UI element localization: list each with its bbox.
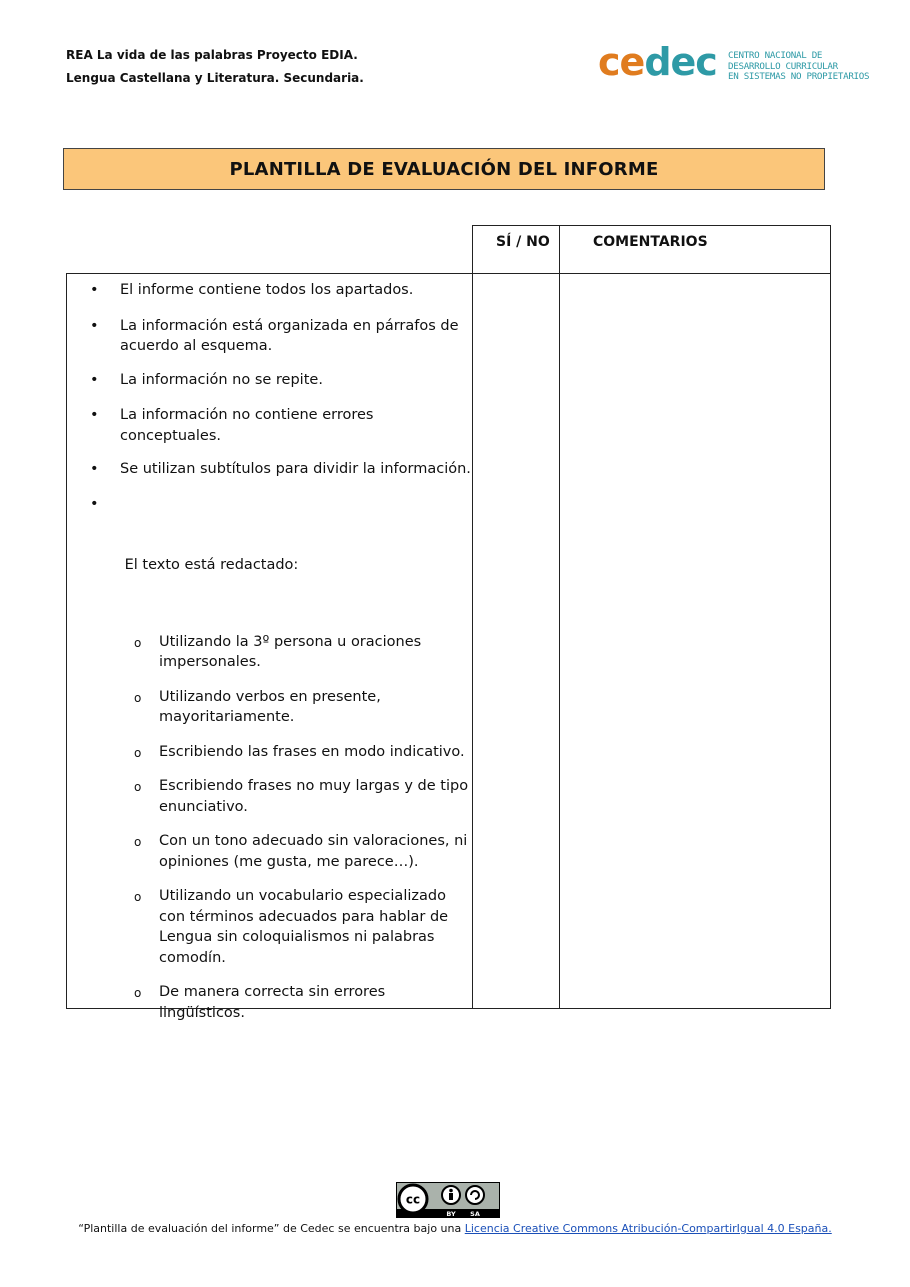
criteria-item: • El informe contiene todos los apartados. xyxy=(66,280,471,301)
criteria-list xyxy=(66,280,471,1023)
criteria-subitem: o Utilizando verbos en presente, mayoritariamente. xyxy=(134,688,381,725)
sub-bullet-icon: o xyxy=(134,635,142,650)
evaluation-table xyxy=(66,225,831,1021)
license-link[interactable]: Licencia Creative Commons Atribución-CompartirIgual 4.0 España. xyxy=(464,1222,832,1235)
sub-bullet-icon: o xyxy=(134,986,142,1000)
header-subject-line: Lengua Castellana y Literatura. Secundaria. xyxy=(66,71,364,85)
criteria-subitem: o Utilizando un vocabulario especializado con términos adecuados para hablar de Lengua sin coloquialismos ni palabras comodín. xyxy=(134,888,449,966)
table-right-border xyxy=(830,225,831,1009)
column-header-comentarios: COMENTARIOS xyxy=(593,234,708,250)
cc-by-label: BY xyxy=(446,1210,456,1218)
table-col-divider-2 xyxy=(559,225,560,1009)
criteria-item: • La información no contiene errores conceptuales. xyxy=(90,407,374,444)
cc-by-sa-icon xyxy=(396,1182,500,1218)
cedec-logo-word: cedec xyxy=(598,40,717,84)
criteria-item: • El texto está redactado: xyxy=(90,495,299,573)
criteria-item: • La información no se repite. xyxy=(66,370,471,391)
criteria-subitem: o Escribiendo las frases en modo indicativo. xyxy=(66,742,471,763)
bullet-icon: • xyxy=(90,371,99,388)
sub-bullet-icon: o xyxy=(134,890,142,904)
cedec-logo-subtitle: CENTRO NACIONAL DE DESARROLLO CURRICULAR EN SISTEMAS NO PROPIETARIOS xyxy=(728,50,870,82)
criteria-subitem: o Utilizando la 3º persona u oraciones impersonales. xyxy=(134,633,422,670)
bullet-icon: • xyxy=(90,495,99,512)
table-header-top-border xyxy=(472,225,831,226)
sub-bullet-icon: o xyxy=(134,780,142,794)
cc-sa-label: SA xyxy=(470,1210,480,1218)
criteria-subitem: o Escribiendo frases no muy largas y de tipo enunciativo. xyxy=(134,778,469,815)
criteria-item: • La información está organizada en párrafos de acuerdo al esquema. xyxy=(90,317,459,354)
criteria-subitem: o De manera correcta sin errores lingüísticos. xyxy=(134,984,386,1021)
table-body-top-border xyxy=(66,273,831,274)
bullet-icon: • xyxy=(90,461,99,477)
bullet-icon: • xyxy=(90,282,99,298)
document-header xyxy=(66,44,364,90)
cedec-logo xyxy=(598,40,878,88)
bullet-icon: • xyxy=(90,407,99,423)
column-header-si-no: SÍ / NO xyxy=(496,234,550,250)
header-project-line: REA La vida de las palabras Proyecto EDIA. xyxy=(66,48,358,62)
license-footer-text: “Plantilla de evaluación del informe” de Cedec se encuentra bajo una xyxy=(78,1222,465,1235)
sub-bullet-icon: o xyxy=(134,690,142,705)
table-header-left-border xyxy=(472,225,473,273)
sub-bullet-icon: o xyxy=(134,835,142,849)
license-footer xyxy=(0,1222,910,1235)
svg-text:cc: cc xyxy=(405,1192,421,1207)
criteria-subitem: o Con un tono adecuado sin valoraciones, ni opiniones (me gusta, me parece…). xyxy=(134,833,468,870)
bullet-icon: • xyxy=(90,317,99,334)
page-title: PLANTILLA DE EVALUACIÓN DEL INFORME xyxy=(63,148,825,190)
table-col-divider-1 xyxy=(472,273,473,1009)
criteria-item: • Se utilizan subtítulos para dividir la información. xyxy=(66,459,471,480)
sub-bullet-icon: o xyxy=(134,745,142,760)
